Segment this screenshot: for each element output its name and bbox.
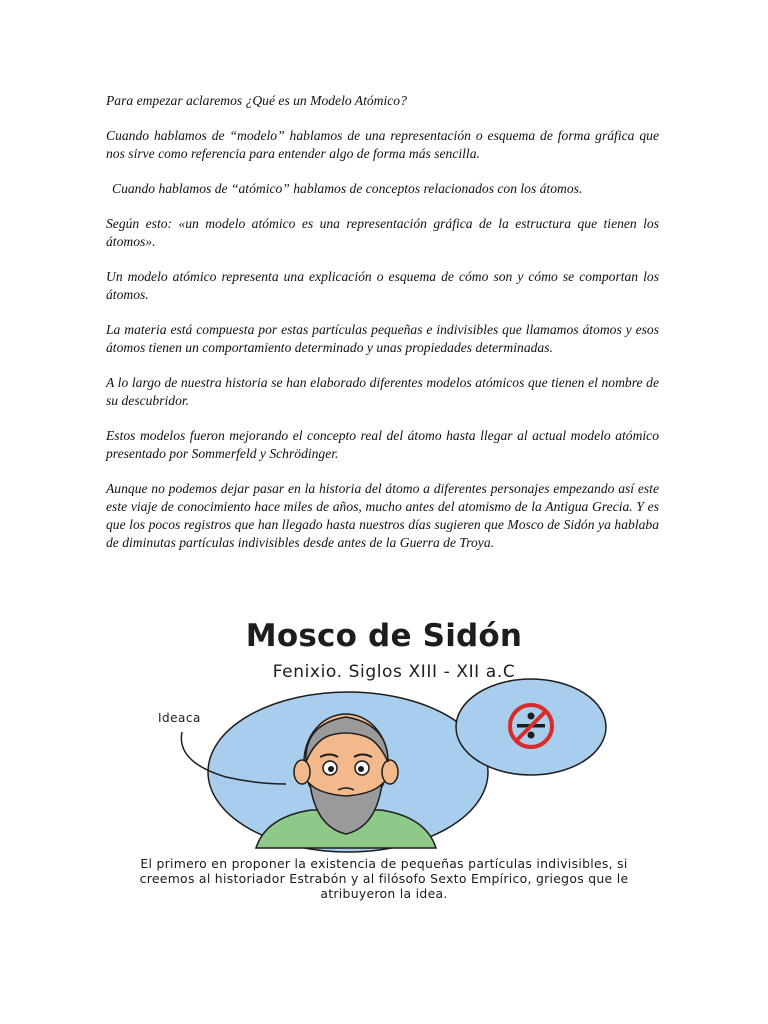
- paragraph-model-definition: Cuando hablamos de “modelo” hablamos de una representación o esquema de forma gráfica que nos sirve como referencia para entender algo de forma más sencilla.: [106, 128, 659, 161]
- illustration-caption: El primero en proponer la existencia de pequeñas partículas indivisibles, si creemos al historiador Estrabón y al filósofo Sexto Empírico, griegos que le atribuyeron la idea.: [139, 856, 629, 901]
- illustration-subtitle: Fenixio. Siglos XIII - XII a.C: [272, 662, 516, 682]
- illustration-title: Mosco de Sidón: [245, 618, 523, 654]
- paragraph-intro-question: Para empezar aclaremos ¿Qué es un Modelo Atómico?: [106, 93, 407, 108]
- paragraph-history-models: A lo largo de nuestra historia se han elaborado diferentes modelos atómicos que tienen el nombre de su descubridor.: [106, 375, 659, 408]
- paragraph-matter-composition: La materia está compuesta por estas partículas pequeñas e indivisibles que llamamos átomos y esos átomos tienen un comportamiento determinado y unas propiedades determinadas.: [106, 322, 659, 355]
- paragraph-atomic-model-definition: Según esto: «un modelo atómico es una representación gráfica de la estructura que tienen los átomos».: [106, 216, 659, 249]
- paragraph-mosco-history: Aunque no podemos dejar pasar en la historia del átomo a diferentes personajes empezando así este este viaje de conocimiento hace miles de años, mucho antes del atomismo de la Antigua Grecia. Y es que los pocos registros que han llegado hasta nuestros días sugieren que Mosco de Sidón ya hablaba de diminutas partículas indivisibles desde antes de la Guerra de Troya.: [106, 481, 659, 550]
- document-body: [106, 92, 659, 569]
- illustration-label: Ideaca: [158, 711, 201, 725]
- paragraph-atomic-definition: Cuando hablamos de “atómico” hablamos de conceptos relacionados con los átomos.: [112, 181, 583, 196]
- mosco-de-sidon-illustration: [106, 612, 662, 902]
- paragraph-model-evolution: Estos modelos fueron mejorando el concepto real del átomo hasta llegar al actual modelo atómico presentado por Sommerfeld y Schrödinger.: [106, 428, 659, 461]
- paragraph-atomic-model-explanation: Un modelo atómico representa una explicación o esquema de cómo son y cómo se comportan los átomos.: [106, 269, 659, 302]
